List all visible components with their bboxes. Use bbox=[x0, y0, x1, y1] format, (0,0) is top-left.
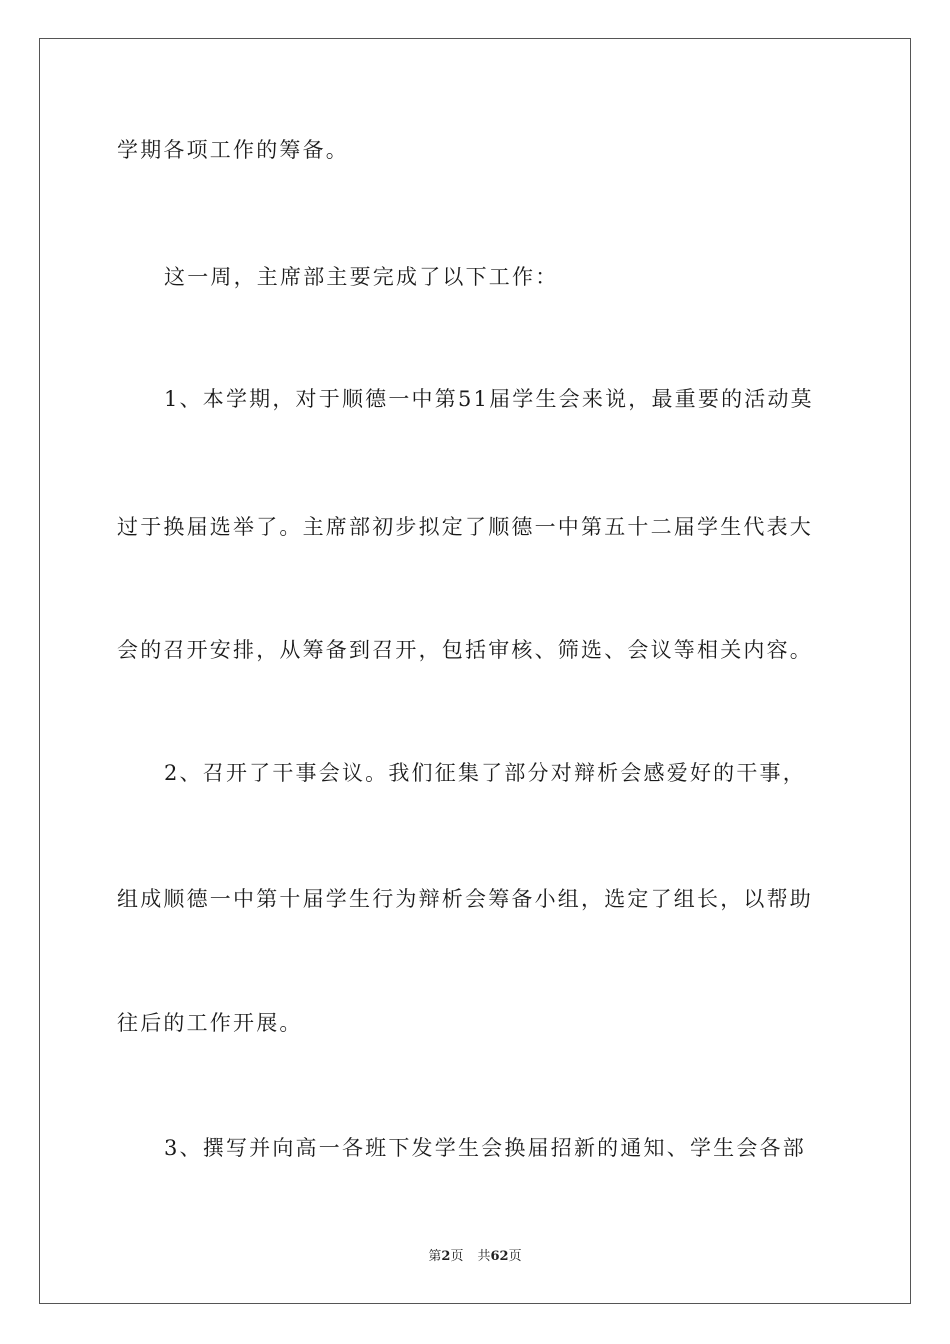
page-border bbox=[39, 38, 911, 1304]
page-prefix: 第 bbox=[428, 1249, 442, 1264]
total-suffix: 页 bbox=[508, 1249, 522, 1264]
total-prefix: 共 bbox=[477, 1249, 491, 1264]
page-current: 2 bbox=[441, 1249, 451, 1264]
text-line-5: 会的召开安排，从筹备到召开，包括审核、筛选、会议等相关内容。 bbox=[117, 638, 813, 662]
text-line-9: 3、撰写并向高一各班下发学生会换届招新的通知、学生会各部 bbox=[164, 1136, 806, 1160]
total-pages: 62 bbox=[490, 1249, 509, 1264]
text-line-8: 往后的工作开展。 bbox=[117, 1011, 303, 1035]
text-line-3: 1、本学期，对于顺德一中第51届学生会来说，最重要的活动莫 bbox=[164, 387, 814, 411]
page-footer bbox=[0, 1248, 950, 1266]
text-line-4: 过于换届选举了。主席部初步拟定了顺德一中第五十二届学生代表大 bbox=[117, 515, 813, 539]
page-suffix: 页 bbox=[450, 1249, 464, 1264]
text-line-6: 2、召开了干事会议。我们征集了部分对辩析会感爱好的干事， bbox=[164, 761, 806, 785]
text-line-1: 学期各项工作的筹备。 bbox=[117, 138, 349, 162]
text-line-7: 组成顺德一中第十届学生行为辩析会筹备小组，选定了组长，以帮助 bbox=[117, 887, 813, 911]
text-line-2: 这一周，主席部主要完成了以下工作： bbox=[164, 265, 559, 289]
